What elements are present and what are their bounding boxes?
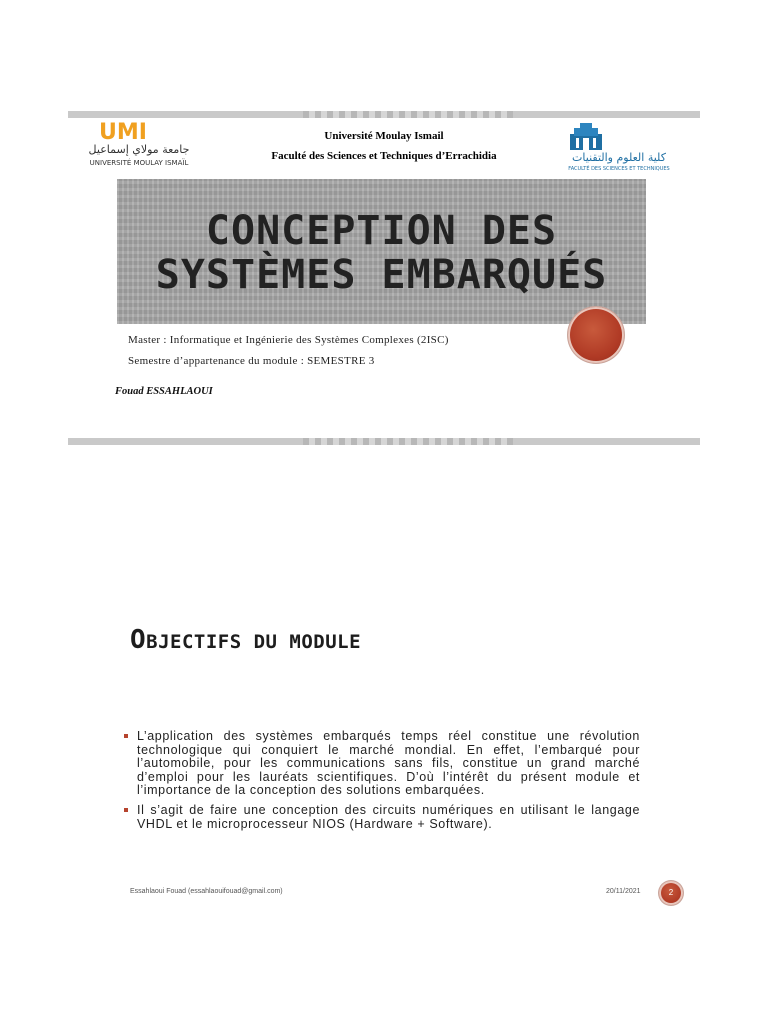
objective-bullet-1 <box>124 730 640 798</box>
title-line-1: CONCEPTION DES <box>205 208 558 254</box>
objective-bullet-2-text: Il s’agit de faire une conception des circuits numériques en utilisant le langage VHDL et le microprocesseur NIOS (Hardware + Software). <box>137 803 640 831</box>
master-program: Master : Informatique et Ingénierie des Systèmes Complexes (2ISC) <box>128 334 449 346</box>
footer-date: 20/11/2021 <box>606 888 641 895</box>
module-semester: Semestre d’appartenance du module : SEMESTRE 3 <box>128 355 375 367</box>
page-number: 2 <box>668 888 674 897</box>
fst-logo <box>560 122 680 180</box>
objective-bullet-2 <box>124 804 640 831</box>
university-name: Université Moulay Ismail <box>324 130 444 142</box>
page-number-badge <box>659 881 683 905</box>
author-name: Fouad ESSAHLAOUI <box>115 386 213 397</box>
objectives-title-initial: O <box>130 625 147 655</box>
fst-building-icon <box>568 122 604 152</box>
fst-logo-arabic: كلية العلوم والتقنيات <box>572 151 666 164</box>
umi-logo-brand: UMI <box>99 120 147 145</box>
umi-logo-french: UNIVERSITÉ MOULAY ISMAÏL <box>89 159 189 167</box>
umi-logo-arabic: جامعة مولاي إسماعيل <box>88 143 190 156</box>
fst-logo-french: FACULTÉ DES SCIENCES ET TECHNIQUES <box>568 166 670 172</box>
bullet-square-icon <box>124 734 128 738</box>
objective-bullet-1-text: L’application des systèmes embarqués temps réel constitue une révolution technologique qui conquiert le marché mondial. En effet, l’embarqué pour l’automobile, pour les communications sans fils, constitue un grand marché d’emploi pour les lauréats scientifiques. D’où l’intérêt du présent module et l’importance de la conception des solutions embarquées. <box>137 729 640 797</box>
title-banner <box>117 179 646 324</box>
title-line-2: SYSTÈMES EMBARQUÉS <box>155 252 608 298</box>
objectives-title <box>130 625 361 655</box>
slide-top-bar <box>68 111 700 118</box>
slide-bottom-bar <box>68 438 700 445</box>
bullet-square-icon <box>124 808 128 812</box>
footer-author: Essahlaoui Fouad (essahlaouifouad@gmail.com) <box>130 888 283 895</box>
faculty-name: Faculté des Sciences et Techniques d’Errachidia <box>271 150 497 162</box>
objectives-title-rest: BJECTIFS DU MODULE <box>146 631 362 653</box>
decorative-circle <box>568 307 624 363</box>
